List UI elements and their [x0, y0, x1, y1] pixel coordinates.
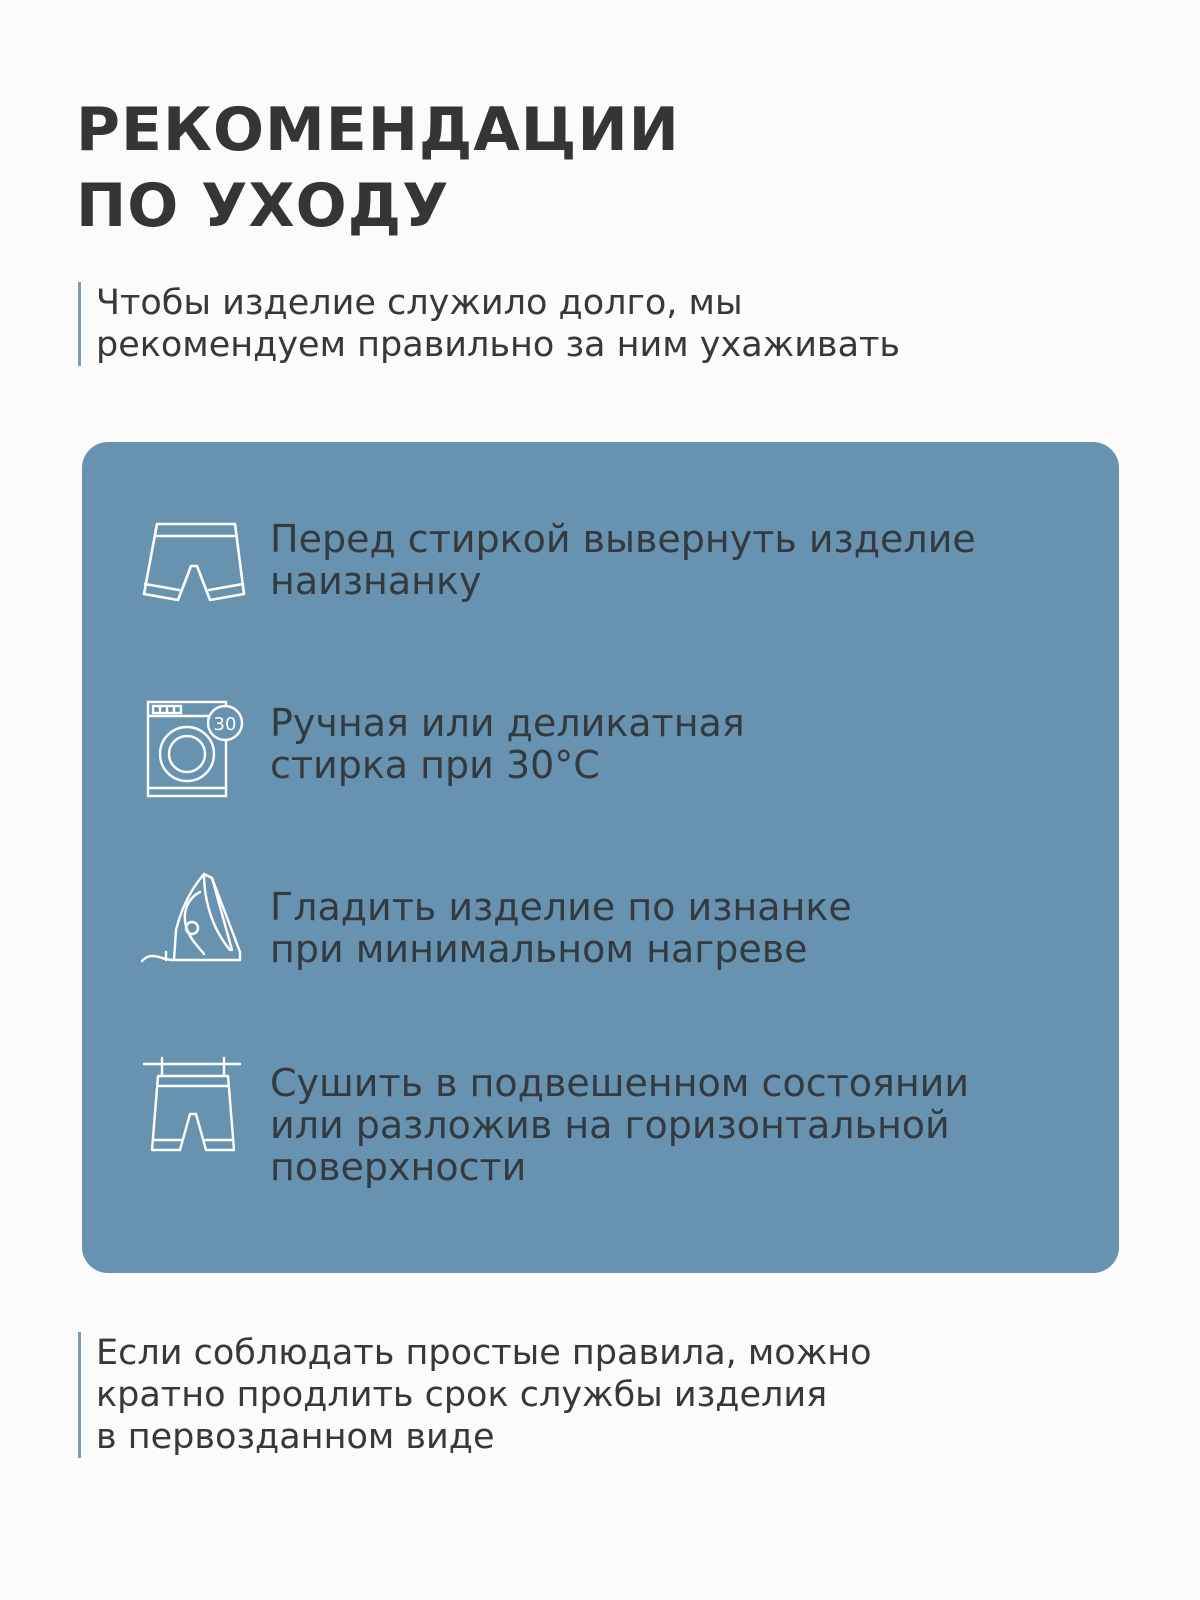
intro-line-2: рекомендуем правильно за ним ухаживать: [96, 325, 901, 365]
outro-line-2: кратно продлить срок службы изделия: [96, 1375, 828, 1415]
intro-line-1: Чтобы изделие служило долго, мы: [96, 283, 743, 323]
outro-text: [78, 1332, 872, 1458]
temperature-badge: 30: [213, 714, 237, 735]
care-item-text: Сушить в подвешенном состоянии или разложив на горизонтальной поверхности: [270, 1061, 970, 1189]
hanging-shorts-icon: [140, 1052, 246, 1158]
care-item-text: Перед стиркой вывернуть изделие наизнанку: [270, 517, 976, 603]
intro-text: [78, 282, 900, 366]
care-instructions-card: [82, 442, 1119, 1273]
title-line-1: РЕКОМЕНДАЦИИ: [76, 95, 680, 165]
care-item-text: Ручная или деликатная стирка при 30°C: [270, 701, 745, 787]
outro-line-3: в первозданном виде: [96, 1417, 495, 1457]
shorts-icon: [140, 518, 246, 624]
page-title: [76, 92, 680, 244]
iron-icon: [140, 866, 246, 972]
outro-line-1: Если соблюдать простые правила, можно: [96, 1333, 872, 1373]
care-item-text: Гладить изделие по изнанке при минимальном нагреве: [270, 885, 852, 971]
title-line-2: ПО УХОДУ: [76, 171, 450, 241]
washing-machine-30-icon: [140, 696, 246, 802]
